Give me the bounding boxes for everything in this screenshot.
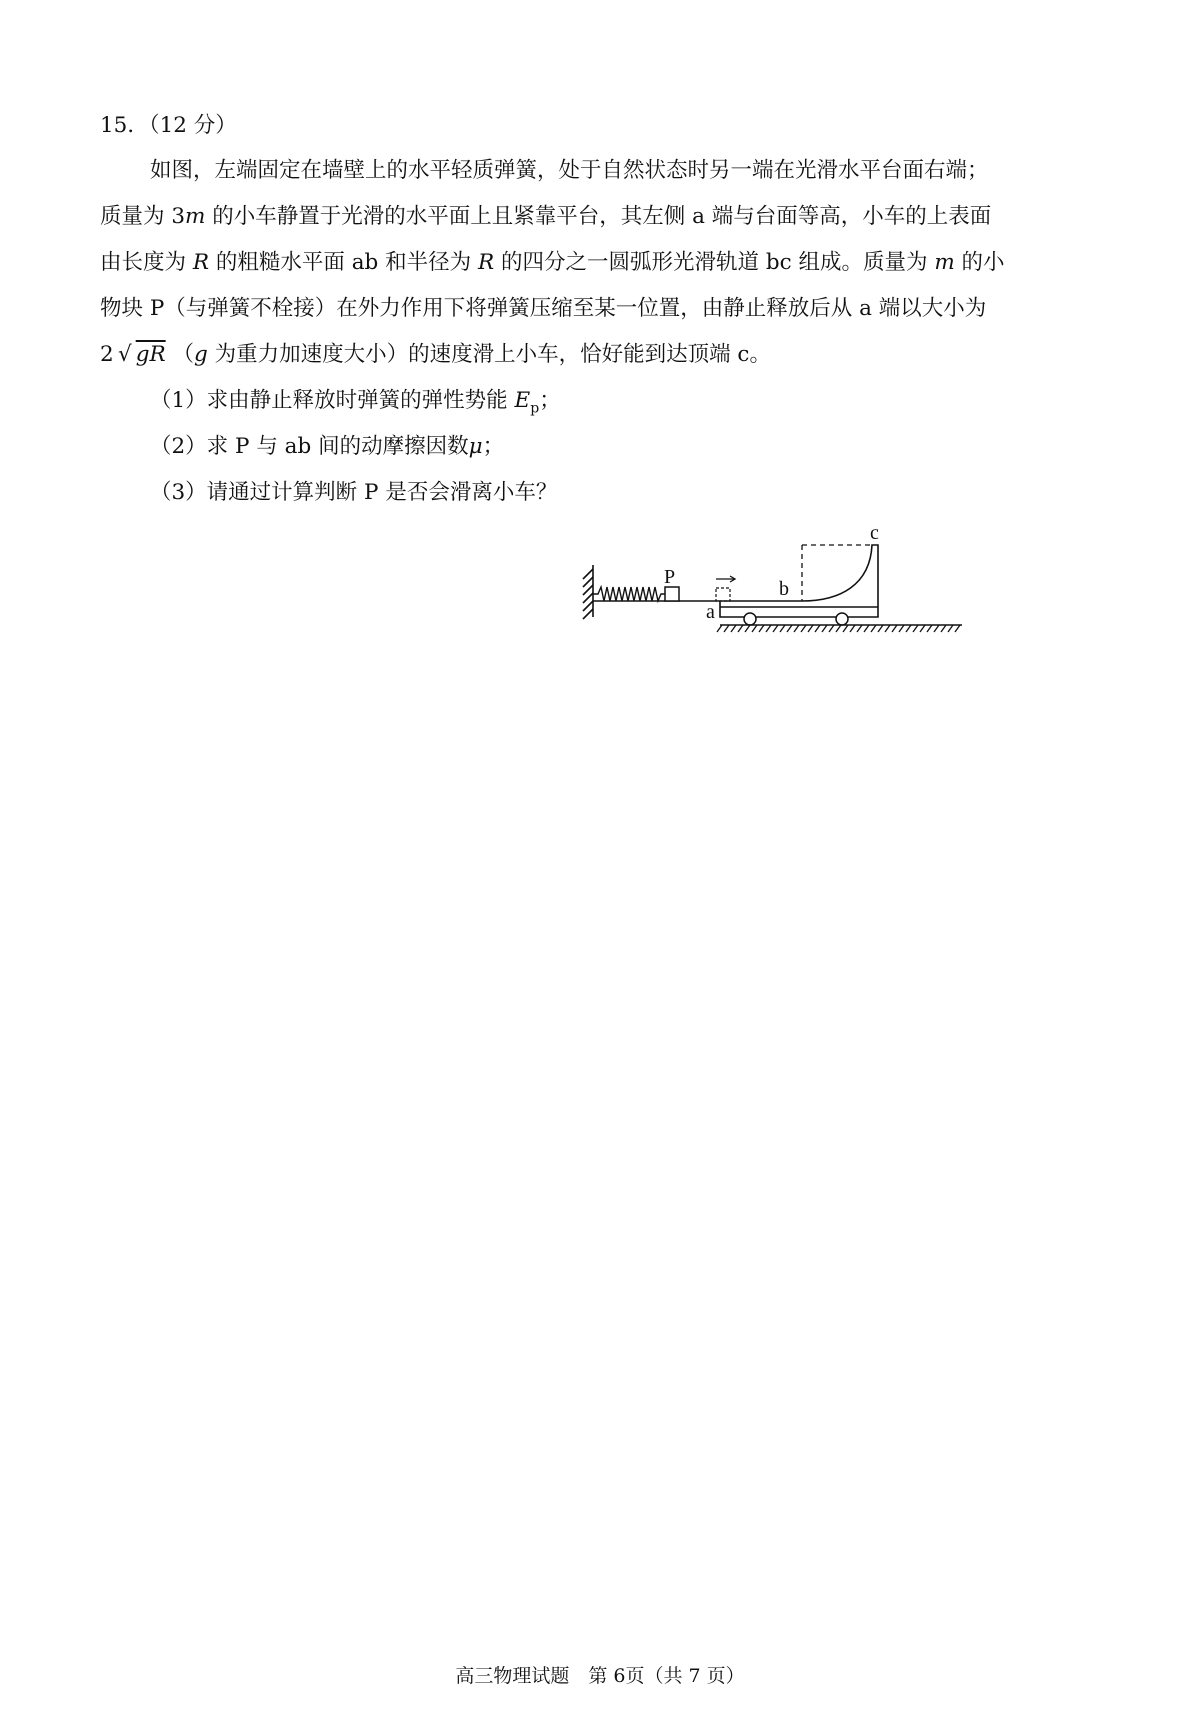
problem-text-line-5: 2 √ gR （g 为重力加速度大小）的速度滑上小车，恰好能到达顶端 c。 — [100, 342, 771, 367]
sub-question-2: （2）求 P 与 ab 间的动摩擦因数μ； — [150, 434, 505, 459]
sqrt-sign: √ — [117, 342, 132, 367]
question-number: 15．（12 分） — [100, 113, 237, 138]
page-footer: 高三物理试题 第 6页（共 7 页） — [455, 1665, 745, 1687]
problem-text-line-3: 由长度为 R 的粗糙水平面 ab 和半径为 R 的四分之一圆弧形光滑轨道 bc 组成。质量为 m 的小 — [100, 250, 1005, 275]
wheel-left — [744, 613, 756, 625]
problem-text-line-2: 质量为 3m 的小车静置于光滑的水平面上且紧靠平台，其左侧 a 端与台面等高，小车的上表面 — [100, 204, 992, 229]
velocity-arrow — [716, 576, 735, 582]
problem-text-line-4: 物块 P（与弹簧不栓接）在外力作用下将弹簧压缩至某一位置，由静止释放后从 a 端以大小为 — [100, 296, 987, 321]
label-b: b — [779, 578, 789, 600]
label-P: P — [664, 566, 676, 588]
velocity-coefficient: 2 — [100, 342, 114, 367]
wheel-right — [836, 613, 848, 625]
block-P-dashed — [716, 588, 730, 601]
label-a: a — [706, 601, 715, 623]
wall — [583, 565, 593, 619]
spring-cart-diagram — [570, 505, 1000, 645]
cart-body — [720, 545, 878, 617]
problem-text-line-1: 如图，左端固定在墙壁上的水平轻质弹簧，处于自然状态时另一端在光滑水平台面右端； — [150, 158, 989, 183]
label-c: c — [870, 522, 879, 544]
radius-dashed-lines — [802, 545, 872, 601]
block-P — [665, 587, 679, 601]
spring — [593, 587, 665, 601]
ground — [717, 625, 962, 632]
sqrt-gR: gR — [135, 342, 166, 367]
sub-question-1: （1）求由静止释放时弹簧的弹性势能 $E_p$； — [150, 388, 561, 417]
sub-question-3: （3）请通过计算判断 P 是否会滑离小车？ — [150, 480, 558, 505]
